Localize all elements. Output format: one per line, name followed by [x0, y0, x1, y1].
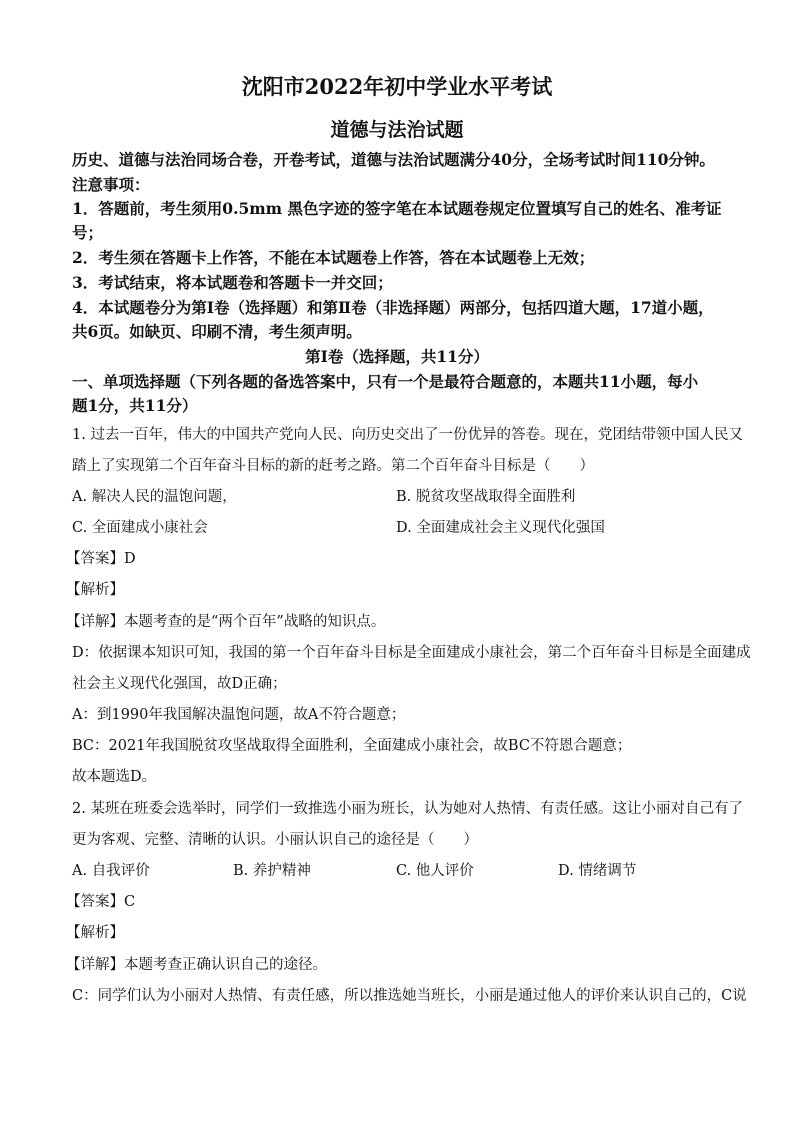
q1-stem: 1. 过去一百年，伟大的中国共产党向人民、向历史交出了一份优异的答卷。现在，党团结带领中国人民又 — [72, 427, 743, 443]
q1-explain-2: 社会主义现代化强国，故D正确； — [72, 676, 287, 692]
note-1: 1．答题前，考生须用0.5mm 黑色字迹的签字笔在本试题卷规定位置填写自己的姓名、准考证 — [72, 199, 722, 218]
exam-subtitle: 道德与法治试题 — [330, 119, 464, 141]
q1-option-d: D. 全面建成社会主义现代化强国 — [396, 520, 605, 536]
exam-title: 沈阳市2022年初中学业水平考试 — [241, 74, 553, 99]
notice-heading: 注意事项： — [72, 175, 150, 194]
note-2: 2．考生须在答题卡上作答，不能在本试题卷上作答，答在本试题卷上无效； — [72, 248, 595, 267]
q2-detail: 【详解】本题考查正确认识自己的途径。 — [66, 957, 327, 973]
section-heading: 第Ⅰ卷（选择题，共11分） — [305, 347, 489, 366]
q2-stem: 2. 某班在班委会选举时，同学们一致推选小丽为班长，认为她对人热情、有责任感。这让小丽对自己有了 — [72, 801, 743, 817]
q1-analysis: 【解析】 — [66, 582, 124, 598]
q1-explain-1: D：依据课本知识可知，我国的第一个百年奋斗目标是全面建成小康社会，第二个百年奋斗目标是全面建成 — [72, 645, 751, 661]
q2-stem-cont: 更为客观、完整、清晰的认识。小丽认识自己的途径是（ ） — [72, 832, 478, 848]
note-4-cont: 共6页。如缺页、印刷不清，考生须声明。 — [72, 322, 362, 341]
q1-explain-3: A：到1990年我国解决温饱问题，故A不符合题意； — [72, 707, 406, 723]
q2-option-c: C. 他人评价 — [396, 863, 474, 879]
note-3: 3．考试结束，将本试题卷和答题卡一并交回； — [72, 273, 393, 292]
q2-option-b: B. 养护精神 — [233, 863, 311, 879]
q1-option-c: C. 全面建成小康社会 — [72, 520, 208, 536]
q1-option-b: B. 脱贫攻坚战取得全面胜利 — [396, 489, 576, 505]
section-instruction: 一、单项选择题（下列各题的备选答案中，只有一个是最符合题意的，本题共11小题，每小 — [72, 372, 699, 391]
q1-stem-cont: 踏上了实现第二个百年奋斗目标的新的赶考之路。第二个百年奋斗目标是（ ） — [72, 458, 594, 474]
q2-analysis: 【解析】 — [66, 925, 124, 941]
note-1-cont: 号； — [72, 223, 104, 242]
section-instruction-cont: 题1分，共11分） — [72, 396, 198, 415]
intro-line: 历史、道德与法治同场合卷，开卷考试，道德与法治试题满分40分，全场考试时间110分钟。 — [72, 150, 715, 169]
q1-answer: 【答案】D — [66, 551, 136, 567]
q2-answer: 【答案】C — [66, 894, 136, 910]
q1-detail: 【详解】本题考查的是“两个百年”战略的知识点。 — [66, 614, 386, 630]
q1-explain-5: 故本题选D。 — [72, 769, 157, 785]
q2-explain-1: C：同学们认为小丽对人热情、有责任感，所以推选她当班长，小丽是通过他人的评价来认识自己的，C说 — [72, 988, 747, 1004]
q2-option-a: A. 自我评价 — [72, 863, 150, 879]
q1-option-a: A. 解决人民的温饱问题， — [72, 489, 237, 505]
note-4: 4．本试题卷分为第Ⅰ卷（选择题）和第Ⅱ卷（非选择题）两部分，包括四道大题，17道小题， — [72, 298, 714, 317]
q1-explain-4: BC：2021年我国脱贫攻坚战取得全面胜利，全面建成小康社会，故BC不符恩合题意； — [72, 738, 632, 754]
q2-option-d: D. 情绪调节 — [558, 863, 637, 879]
